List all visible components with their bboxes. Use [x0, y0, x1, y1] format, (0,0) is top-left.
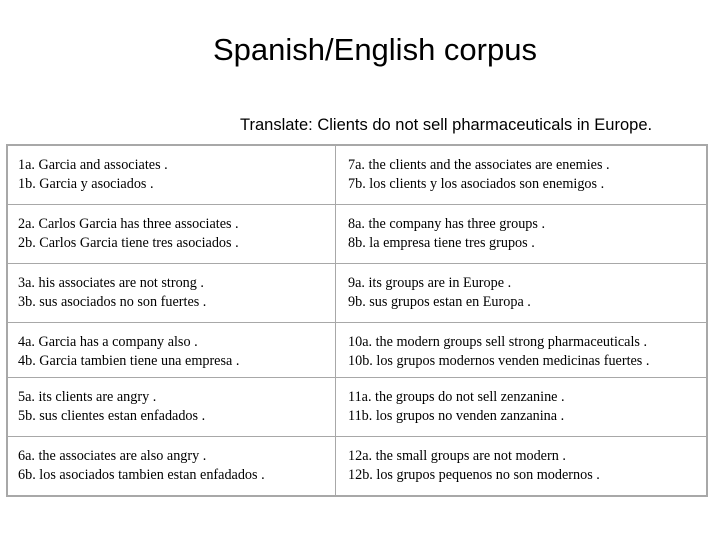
table-cell: [7, 145, 336, 205]
table-cell: [336, 264, 708, 323]
table-cell: [336, 145, 708, 205]
table-cell: [7, 205, 336, 264]
table-row: [7, 205, 707, 264]
english-sentence: 8a. the company has three groups .: [348, 216, 545, 232]
spanish-sentence: 4b. Garcia tambien tiene una empresa .: [18, 353, 240, 369]
spanish-sentence: 10b. los grupos modernos venden medicinas fuertes .: [348, 353, 650, 369]
english-sentence: 2a. Carlos Garcia has three associates .: [18, 216, 239, 232]
table-cell: [336, 378, 708, 437]
spanish-sentence: 11b. los grupos no venden zanzanina .: [348, 408, 565, 424]
spanish-sentence: 8b. la empresa tiene tres grupos .: [348, 235, 535, 251]
english-sentence: 9a. its groups are in Europe .: [348, 275, 512, 291]
translate-prompt: Translate: Clients do not sell pharmaceuticals in Europe.: [240, 116, 653, 134]
spanish-sentence: 9b. sus grupos estan en Europa .: [348, 294, 531, 310]
table-row: [7, 145, 707, 205]
table-cell: [7, 437, 336, 497]
spanish-sentence: 2b. Carlos Garcia tiene tres asociados .: [18, 235, 239, 251]
english-sentence: 11a. the groups do not sell zenzanine .: [348, 389, 565, 405]
spanish-sentence: 6b. los asociados tambien estan enfadados .: [18, 467, 265, 483]
table-cell: [336, 205, 708, 264]
english-sentence: 5a. its clients are angry .: [18, 389, 157, 405]
english-sentence: 7a. the clients and the associates are enemies .: [348, 157, 610, 173]
corpus-table: [6, 144, 708, 497]
english-sentence: 1a. Garcia and associates .: [18, 157, 168, 173]
english-sentence: 12a. the small groups are not modern .: [348, 448, 566, 464]
table-cell: [7, 264, 336, 323]
spanish-sentence: 7b. los clients y los asociados son enemigos .: [348, 176, 605, 192]
table-cell: [336, 323, 708, 378]
spanish-sentence: 3b. sus asociados no son fuertes .: [18, 294, 207, 310]
table-row: [7, 437, 707, 497]
spanish-sentence: 12b. los grupos pequenos no son modernos .: [348, 467, 600, 483]
english-sentence: 3a. his associates are not strong .: [18, 275, 204, 291]
table-cell: [336, 437, 708, 497]
table-cell: [7, 378, 336, 437]
page-title: Spanish/English corpus: [213, 32, 537, 67]
table-row: [7, 264, 707, 323]
table-cell: [7, 323, 336, 378]
table-row: [7, 378, 707, 437]
english-sentence: 10a. the modern groups sell strong pharmaceuticals .: [348, 334, 648, 350]
english-sentence: 6a. the associates are also angry .: [18, 448, 207, 464]
spanish-sentence: 1b. Garcia y asociados .: [18, 176, 154, 192]
table-row: [7, 323, 707, 378]
spanish-sentence: 5b. sus clientes estan enfadados .: [18, 408, 206, 424]
english-sentence: 4a. Garcia has a company also .: [18, 334, 198, 350]
